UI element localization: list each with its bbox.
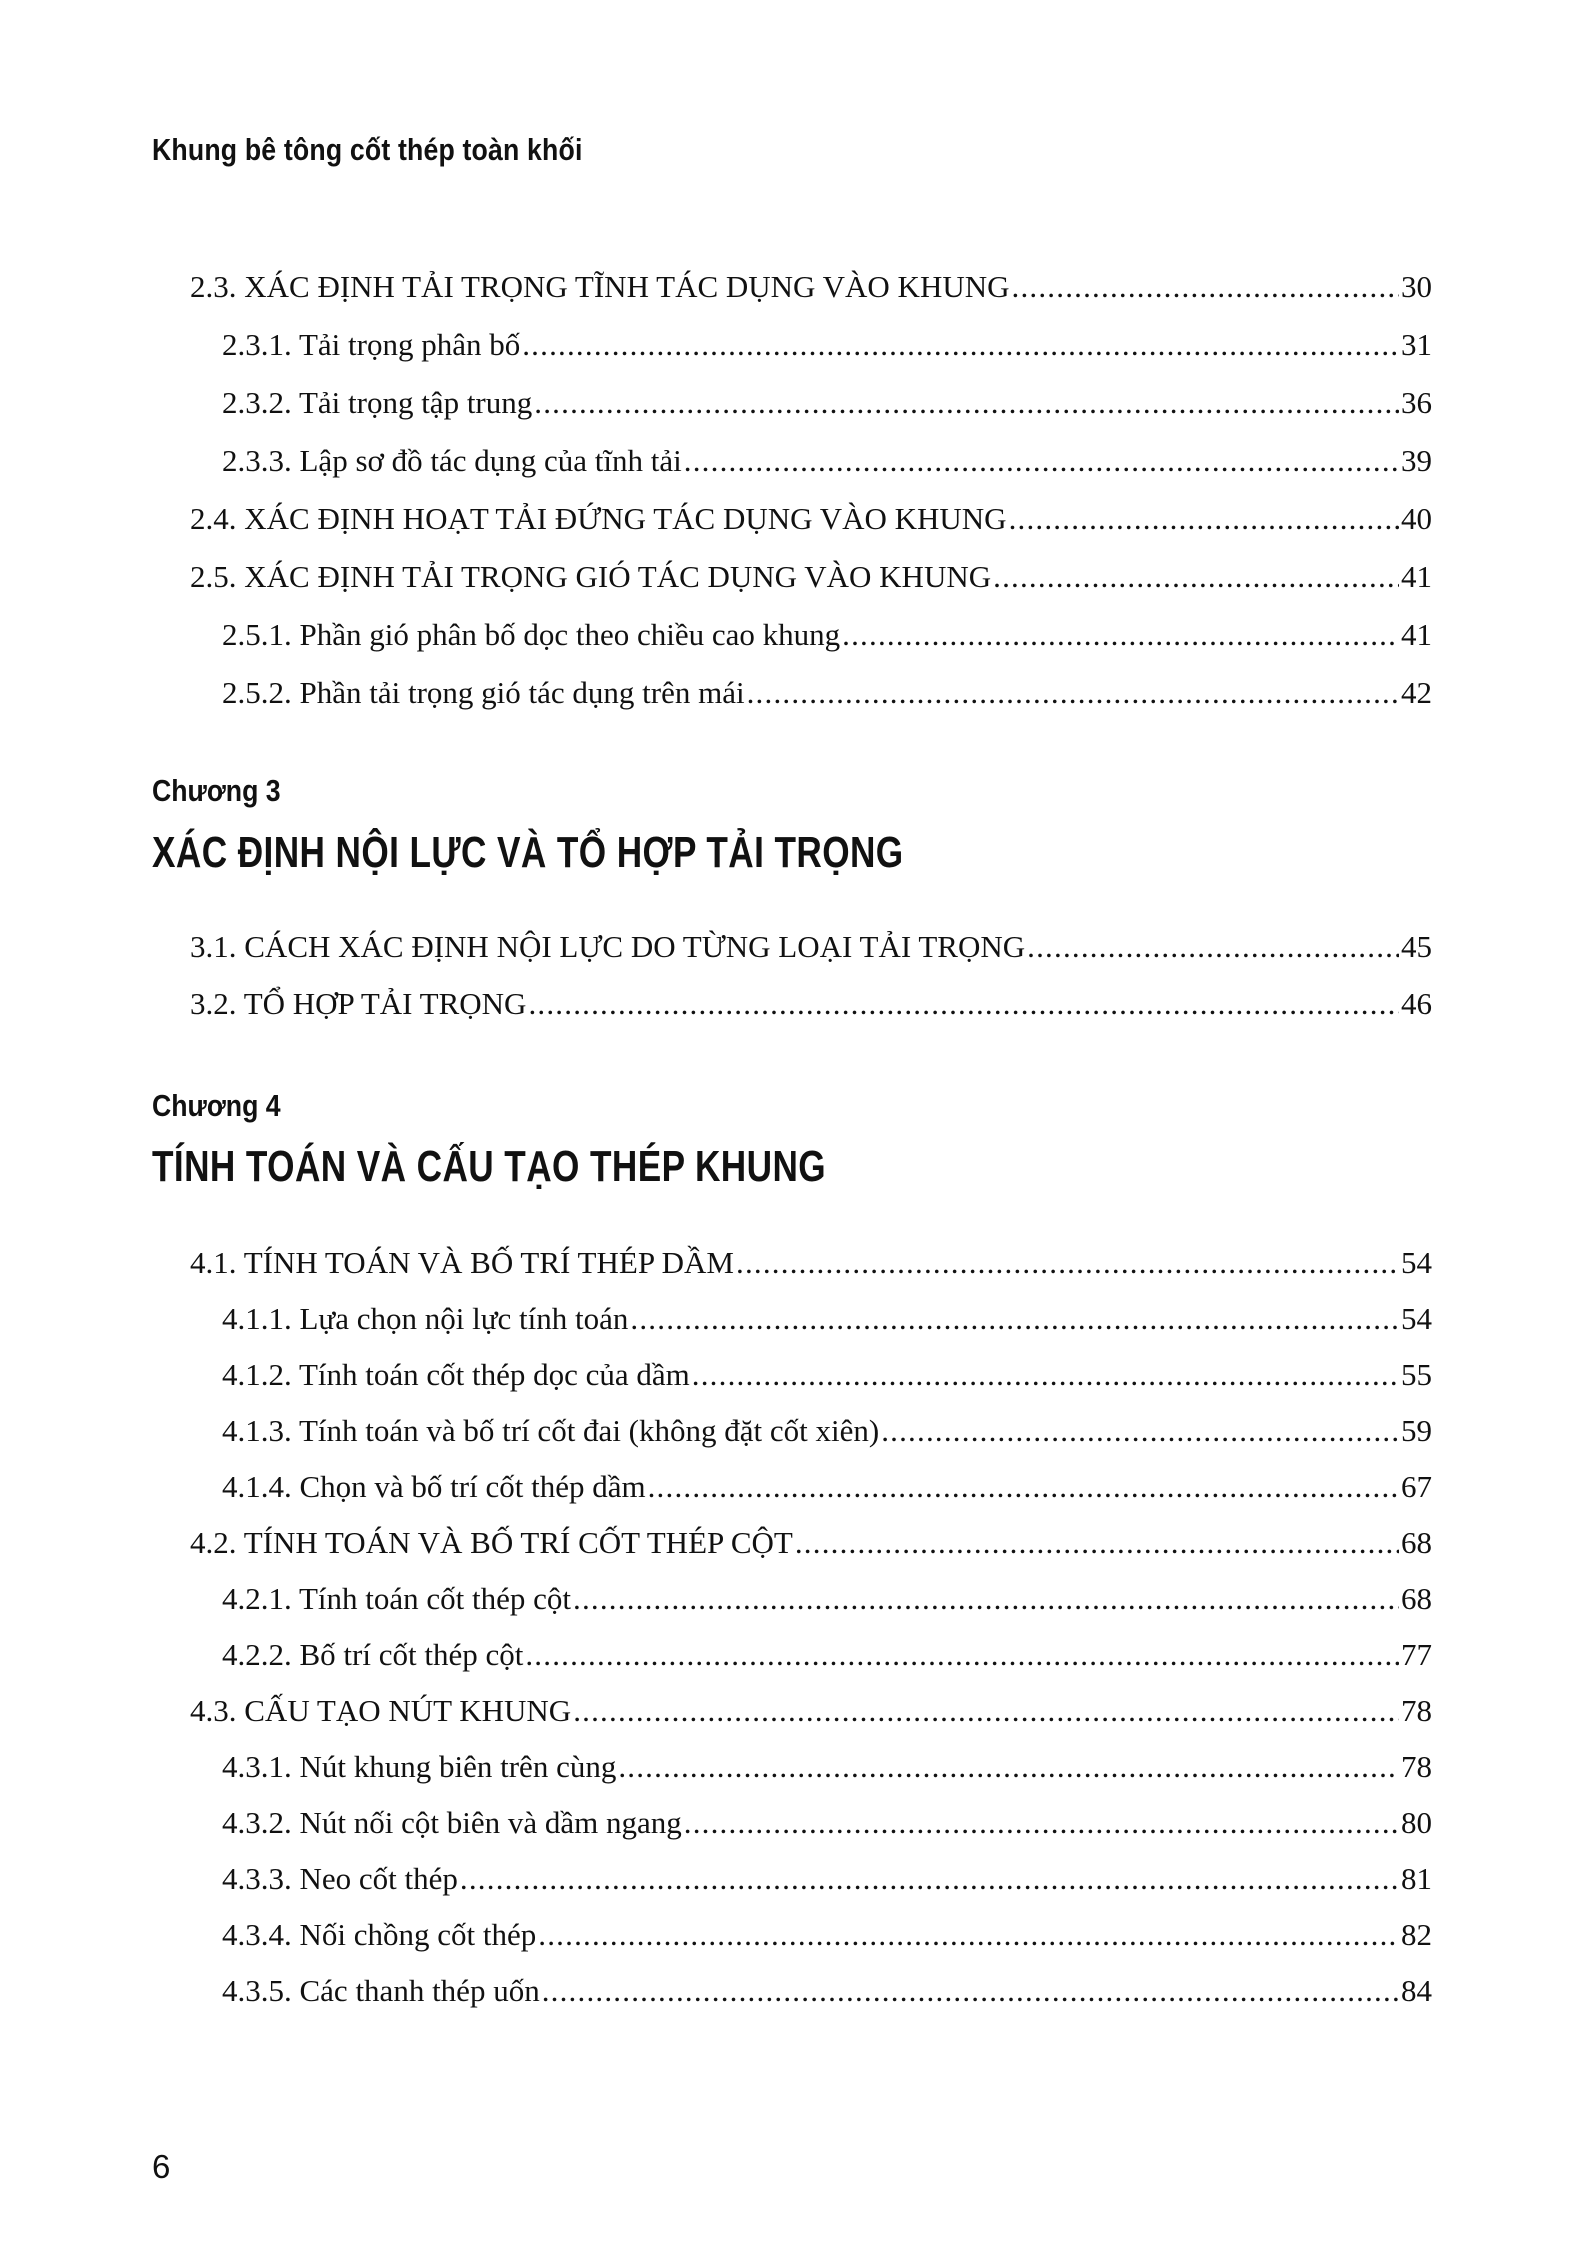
- toc-entry[interactable]: 4.1.2. Tính toán cốt thép dọc của dầm ..... 55: [0, 1355, 1588, 1395]
- chapter-title: TÍNH TOÁN VÀ CẤU TẠO THÉP KHUNG: [152, 1142, 827, 1191]
- toc-entry[interactable]: 2.5.2. Phần tải trọng gió tác dụng trên mái ..... 42: [0, 673, 1588, 713]
- toc-entry[interactable]: 4.1.4. Chọn và bố trí cốt thép dầm ..... 67: [0, 1467, 1588, 1507]
- toc-entry[interactable]: 4.2.1. Tính toán cốt thép cột ..... 68: [0, 1579, 1588, 1619]
- toc-entry[interactable]: 2.4. XÁC ĐỊNH HOẠT TẢI ĐỨNG TÁC DỤNG VÀO KHUNG ..... 40: [0, 499, 1588, 539]
- toc-entry[interactable]: 3.2. TỔ HỢP TẢI TRỌNG ..... 46: [0, 984, 1588, 1024]
- toc-entry[interactable]: 4.3.5. Các thanh thép uốn ..... 84: [0, 1971, 1588, 2011]
- toc-entry[interactable]: 4.1. TÍNH TOÁN VÀ BỐ TRÍ THÉP DẦM ..... 54: [0, 1243, 1588, 1283]
- toc-entry[interactable]: 4.3.1. Nút khung biên trên cùng ..... 78: [0, 1747, 1588, 1787]
- toc-entry[interactable]: 2.5. XÁC ĐỊNH TẢI TRỌNG GIÓ TÁC DỤNG VÀO KHUNG ..... 41: [0, 557, 1588, 597]
- chapter-title: XÁC ĐỊNH NỘI LỰC VÀ TỔ HỢP TẢI TRỌNG: [152, 828, 904, 877]
- toc-entry[interactable]: 4.1.3. Tính toán và bố trí cốt đai (không đặt cốt xiên) ..... 59: [0, 1411, 1588, 1451]
- chapter-label: Chương 3: [152, 773, 281, 808]
- running-header: Khung bê tông cốt thép toàn khối: [152, 132, 583, 167]
- toc-entry[interactable]: 4.2.2. Bố trí cốt thép cột ..... 77: [0, 1635, 1588, 1675]
- toc-entry[interactable]: 4.3.3. Neo cốt thép ..... 81: [0, 1859, 1588, 1899]
- toc-entry[interactable]: 4.3.4. Nối chồng cốt thép ..... 82: [0, 1915, 1588, 1955]
- toc-entry[interactable]: 2.3.2. Tải trọng tập trung ..... 36: [0, 383, 1588, 423]
- toc-entry[interactable]: 2.5.1. Phần gió phân bố dọc theo chiều cao khung ..... 41: [0, 615, 1588, 655]
- toc-entry[interactable]: 2.3.3. Lập sơ đồ tác dụng của tĩnh tải ..... 39: [0, 441, 1588, 481]
- toc-entry[interactable]: 2.3. XÁC ĐỊNH TẢI TRỌNG TĨNH TÁC DỤNG VÀO KHUNG ..... 30: [0, 267, 1588, 307]
- toc-entry[interactable]: 3.1. CÁCH XÁC ĐỊNH NỘI LỰC DO TỪNG LOẠI TẢI TRỌNG ..... 45: [0, 927, 1588, 967]
- toc-entry[interactable]: 4.3. CẤU TẠO NÚT KHUNG ..... 78: [0, 1691, 1588, 1731]
- toc-entry[interactable]: 2.3.1. Tải trọng phân bố ..... 31: [0, 325, 1588, 365]
- toc-entry[interactable]: 4.1.1. Lựa chọn nội lực tính toán ..... 54: [0, 1299, 1588, 1339]
- chapter-label: Chương 4: [152, 1088, 281, 1123]
- toc-entry[interactable]: 4.3.2. Nút nối cột biên và dầm ngang ..... 80: [0, 1803, 1588, 1843]
- page-number: 6: [152, 2148, 171, 2185]
- toc-entry[interactable]: 4.2. TÍNH TOÁN VÀ BỐ TRÍ CỐT THÉP CỘT ..... 68: [0, 1523, 1588, 1563]
